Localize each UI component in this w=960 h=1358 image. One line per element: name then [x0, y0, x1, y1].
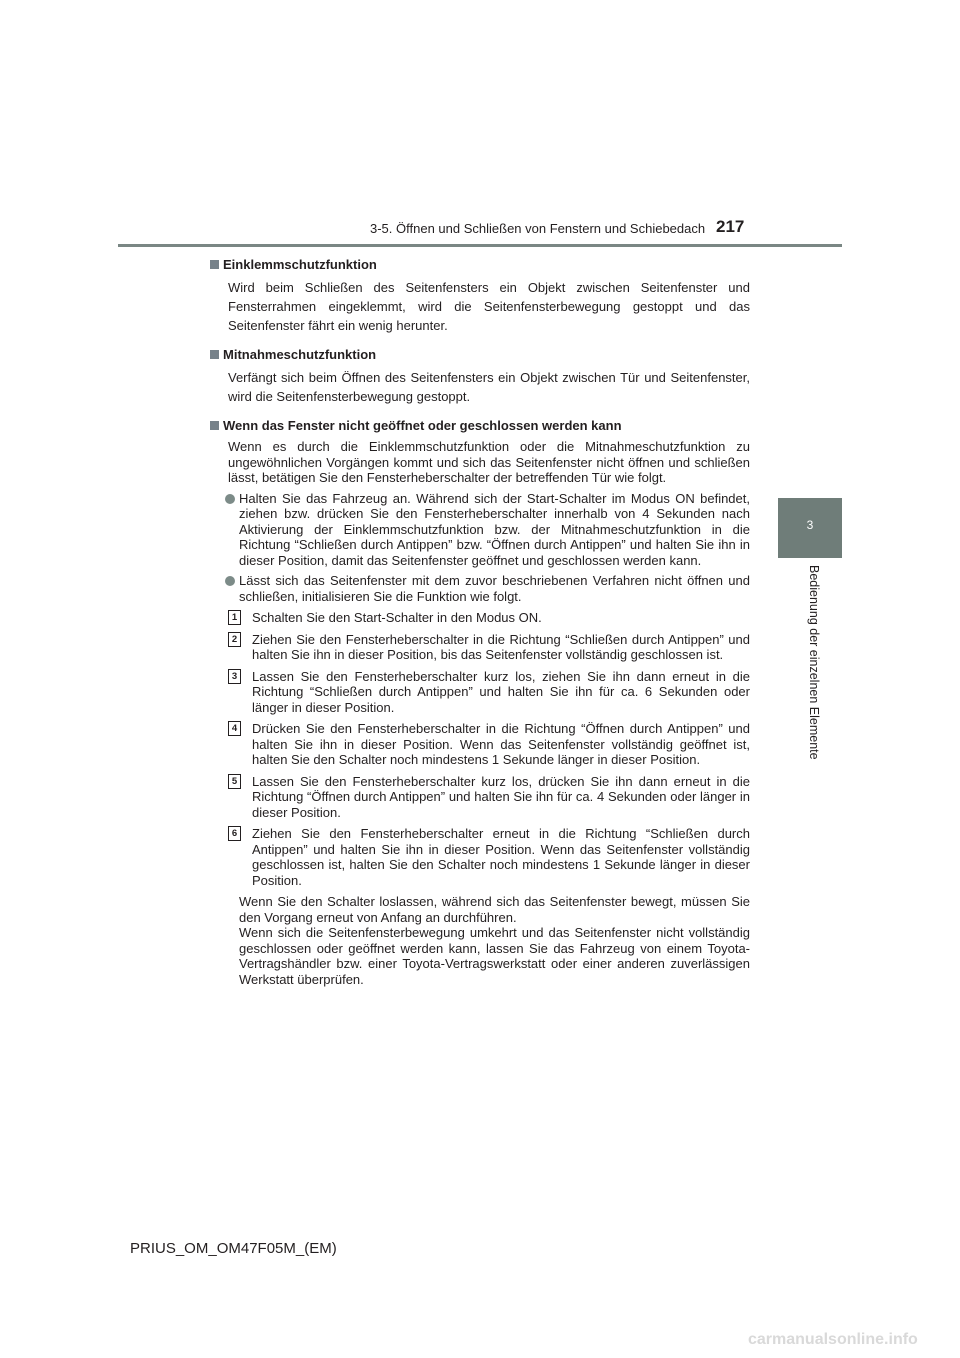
- header-title: 3-5. Öffnen und Schließen von Fenstern und Schiebedach: [370, 221, 706, 236]
- section-window-failure: [210, 416, 750, 987]
- step-text: Lassen Sie den Fensterheberschalter kurz los, drücken Sie ihn dann erneut in die Richtung “Öffnen durch Antippen” und halten Sie ihn für ca. 4 Sekunden oder länger in dieser Position.: [252, 773, 750, 820]
- step-item: [210, 610, 750, 626]
- step-item: [210, 669, 750, 716]
- chapter-tab: [778, 498, 842, 558]
- step-text: Ziehen Sie den Fensterheberschalter erneut in die Richtung “Schließen durch Antippen” und halten Sie ihn in dieser Position. Wenn das Seitenfenster vollständig geschlossen ist, halten Sie den Schalter noch mindestens 1 Sekunde länger in dieser Position.: [252, 826, 750, 888]
- heading-text: Wenn das Fenster nicht geöffnet oder geschlossen werden kann: [223, 418, 622, 433]
- section-text: Verfängt sich beim Öffnen des Seitenfensters ein Objekt zwischen Tür und Seitenfenster, wird die Seitenfensterbewegung gestoppt.: [228, 370, 750, 404]
- step-number-badge: 4: [228, 721, 241, 736]
- circle-bullet-icon: [225, 576, 235, 586]
- step-number-badge: 5: [228, 774, 241, 789]
- closing-text: Wenn Sie den Schalter loslassen, während sich das Seitenfenster bewegt, müssen Sie den Vorgang erneut von Anfang an durchführen.: [239, 894, 750, 925]
- chapter-title: Bedienung der einzelnen Elemente: [807, 565, 821, 760]
- closing-note: [210, 894, 750, 987]
- heading-text: Einklemmschutzfunktion: [223, 257, 377, 272]
- section-text: Wenn es durch die Einklemmschutzfunktion oder die Mitnahmeschutzfunktion zu ungewöhnlichen Vorgängen kommt und sich das Seitenfenster nicht öffnen und schließen lässt, betätigen Sie den Fensterheberschalter der betreffenden Tür wie folgt.: [228, 439, 750, 485]
- step-item: [210, 774, 750, 821]
- square-bullet-icon: [210, 350, 219, 359]
- page-content: [210, 255, 750, 997]
- step-text: Ziehen Sie den Fensterheberschalter in die Richtung “Schließen durch Antippen” und halten Sie ihn in dieser Position, bis das Seitenfenster vollständig geschlossen ist.: [252, 631, 750, 662]
- step-number-badge: 1: [228, 610, 241, 625]
- step-number-badge: 3: [228, 669, 241, 684]
- chapter-number: 3: [806, 518, 814, 532]
- step-text: Lassen Sie den Fensterheberschalter kurz los, ziehen Sie ihn dann erneut in die Richtung “Schließen durch Antippen” und halten Sie ihn für ca. 6 Sekunden oder länger in dieser Position.: [252, 668, 750, 715]
- step-number-badge: 2: [228, 632, 241, 647]
- step-text: Schalten Sie den Start-Schalter in den Modus ON.: [252, 610, 542, 625]
- section-heading: [210, 416, 750, 435]
- document-code: PRIUS_OM_OM47F05M_(EM): [130, 1240, 337, 1257]
- watermark: carmanualsonline.info: [748, 1331, 918, 1348]
- circle-bullet-icon: [225, 494, 235, 504]
- list-item: [210, 573, 750, 604]
- step-list: [210, 610, 750, 888]
- closing-text: Wenn sich die Seitenfensterbewegung umkehrt und das Seitenfenster nicht vollständig geschlossen oder geöffnet werden kann, lassen Sie das Fahrzeug von einem Toyota-Vertragshändler bzw. einer Toyota-Vertragswerkstatt oder einer anderen zuverlässigen Werkstatt überprüfen.: [239, 925, 750, 987]
- step-item: [210, 632, 750, 663]
- bullet-text: Lässt sich das Seitenfenster mit dem zuvor beschriebenen Verfahren nicht öffnen und schließen, initialisieren Sie die Funktion wie folgt.: [239, 573, 750, 604]
- page-number: 217: [716, 217, 745, 236]
- section-heading: [210, 345, 750, 364]
- square-bullet-icon: [210, 260, 219, 269]
- section-pinch-protection: [210, 255, 750, 335]
- heading-text: Mitnahmeschutzfunktion: [223, 347, 377, 362]
- header-rule: [118, 244, 842, 247]
- step-text: Drücken Sie den Fensterheberschalter in die Richtung “Öffnen durch Antippen” und halten Sie ihn in dieser Position. Wenn das Seitenfenster vollständig geöffnet ist, halten Sie den Schalter noch mindestens 1 Sekunde länger in dieser Position.: [252, 721, 750, 767]
- section-text: Wird beim Schließen des Seitenfensters ein Objekt zwischen Seitenfenster und Fensterrahmen eingeklemmt, wird die Seitenfensterbewegung gestoppt und das Seitenfenster fährt ein wenig herunter.: [228, 280, 750, 333]
- step-item: [210, 721, 750, 768]
- bullet-text: Halten Sie das Fahrzeug an. Während sich der Start-Schalter im Modus ON befindet, ziehen bzw. drücken Sie den Fensterheberschalter innerhalb von 4 Sekunden nach Aktivierung der Einklemmschutzfunktion bzw. der Mitnahmeschutzfunktion in die Richtung “Schließen durch Antippen” bzw. “Öffnen durch Antippen” und halten Sie ihn in dieser Position, damit das Seitenfenster geöffnet und geschlossen werden kann.: [239, 490, 750, 568]
- list-item: [210, 491, 750, 569]
- step-item: [210, 826, 750, 888]
- step-number-badge: 6: [228, 826, 241, 841]
- section-heading: [210, 255, 750, 274]
- square-bullet-icon: [210, 421, 219, 430]
- section-catch-protection: [210, 345, 750, 406]
